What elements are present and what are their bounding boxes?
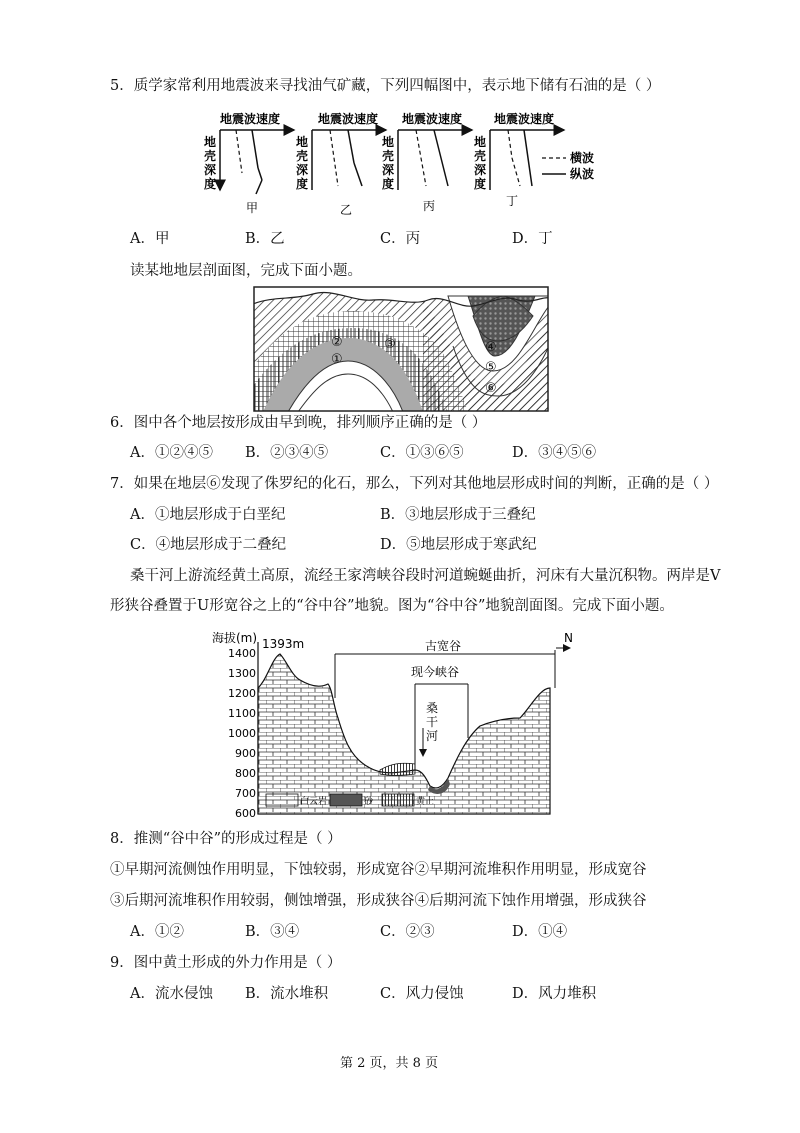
q9-option-d[interactable]: D．风力堆积 <box>512 986 597 1002</box>
q6-option-d[interactable]: D．③④⑤⑥ <box>512 445 597 461</box>
svg-text:壳: 壳 <box>382 149 395 163</box>
svg-text:地: 地 <box>382 135 395 149</box>
intro-strata: 读某地地层剖面图，完成下面小题。 <box>130 263 362 279</box>
panel-names <box>246 194 518 217</box>
svg-text:深: 深 <box>474 163 487 177</box>
q6-stem: 6．图中各个地层按形成由早到晚，排列顺序正确的是（ ） <box>110 415 487 431</box>
svg-text:1400: 1400 <box>228 647 256 660</box>
svg-text:900: 900 <box>235 747 256 760</box>
q8-option-d[interactable]: D．①④ <box>512 924 568 940</box>
svg-text:深: 深 <box>296 163 309 177</box>
q9-option-a[interactable]: A．流水侵蚀 <box>130 986 213 1002</box>
q7-option-a[interactable]: A．①地层形成于白垩纪 <box>130 507 286 523</box>
svg-text:丙: 丙 <box>423 199 436 213</box>
svg-text:桑: 桑 <box>426 701 439 715</box>
q8-option-a[interactable]: A．①② <box>130 924 184 940</box>
svg-text:地震波速度: 地震波速度 <box>402 112 463 126</box>
q9-stem: 9．图中黄土形成的外力作用是（ ） <box>110 955 342 971</box>
svg-text:⑥: ⑥ <box>485 381 497 396</box>
q5-option-b[interactable]: B．乙 <box>245 231 285 247</box>
q6-option-a[interactable]: A．①②④⑤ <box>130 445 213 461</box>
panel-jia <box>220 111 294 194</box>
svg-text:1000: 1000 <box>228 727 256 740</box>
svg-text:河: 河 <box>426 729 439 743</box>
svg-text:1100: 1100 <box>228 707 256 720</box>
svg-text:横波: 横波 <box>570 151 595 165</box>
svg-text:壳: 壳 <box>296 149 309 163</box>
q5-option-d[interactable]: D．丁 <box>512 231 553 247</box>
q8-statement-line2: ③后期河流堆积作用较弱，侧蚀增强，形成狭谷④后期河流下蚀作用增强，形成狭谷 <box>110 893 647 909</box>
q8-statement-line1: ①早期河流侧蚀作用明显，下蚀较弱，形成宽谷②早期河流堆积作用明显，形成宽谷 <box>110 862 647 878</box>
svg-text:②: ② <box>331 335 343 350</box>
q9-option-b[interactable]: B．流水堆积 <box>245 986 329 1002</box>
svg-text:壳: 壳 <box>204 149 217 163</box>
svg-text:度: 度 <box>382 177 395 191</box>
profile-legend <box>266 794 434 807</box>
svg-text:①: ① <box>331 352 343 367</box>
wave-legend <box>542 150 594 181</box>
axis-x-label: 地震波速度 <box>220 112 281 126</box>
valley-profile-diagram <box>210 628 573 820</box>
q7-stem: 7．如果在地层⑥发现了侏罗纪的化石，那么，下列对其他地层形成时间的判断，正确的是（ ） <box>110 476 719 492</box>
q5-option-c[interactable]: C．丙 <box>380 231 421 247</box>
gorge-label: 现今峡谷 <box>411 665 460 679</box>
svg-text:800: 800 <box>235 767 256 780</box>
svg-text:地: 地 <box>296 135 309 149</box>
svg-text:700: 700 <box>235 787 256 800</box>
svg-text:地震波速度: 地震波速度 <box>318 112 379 126</box>
q9-option-c[interactable]: C．风力侵蚀 <box>380 986 464 1002</box>
svg-text:壳: 壳 <box>474 149 487 163</box>
svg-text:1300: 1300 <box>228 667 256 680</box>
svg-text:地震波速度: 地震波速度 <box>494 112 555 126</box>
svg-text:度: 度 <box>204 177 217 191</box>
svg-text:度: 度 <box>474 177 487 191</box>
svg-text:干: 干 <box>426 715 439 729</box>
q7-option-b[interactable]: B．③地层形成于三叠纪 <box>380 507 536 523</box>
q5-option-a[interactable]: A．甲 <box>130 231 170 247</box>
svg-text:1200: 1200 <box>228 687 256 700</box>
panel-yi <box>312 111 386 190</box>
axis-y-labels <box>204 134 486 191</box>
svg-text:丁: 丁 <box>506 194 519 208</box>
peak-label: 1393m <box>262 637 305 651</box>
panel-bing <box>398 111 472 190</box>
svg-text:③: ③ <box>384 337 396 352</box>
seismic-wave-diagram <box>190 108 610 218</box>
page-footer: 第 2 页，共 8 页 <box>340 1056 439 1071</box>
q5-stem: 5．质学家常利用地震波来寻找油气矿藏，下列四幅图中，表示地下储有石油的是（ ） <box>110 78 661 94</box>
q8-option-b[interactable]: B．③④ <box>245 924 300 940</box>
intro-sanggan-line2: 形狭谷叠置于U形宽谷之上的“谷中谷”地貌。图为“谷中谷”地貌剖面图。完成下面小题。 <box>110 598 674 614</box>
svg-text:砂: 砂 <box>364 797 374 807</box>
svg-text:纵波: 纵波 <box>570 167 595 181</box>
north-label: N <box>564 631 573 645</box>
q7-option-c[interactable]: C．④地层形成于二叠纪 <box>130 537 287 553</box>
svg-text:地: 地 <box>474 135 487 149</box>
wide-valley-label: 古宽谷 <box>425 639 462 653</box>
svg-text:600: 600 <box>235 807 256 820</box>
intro-sanggan-line1: 桑干河上游流经黄土高原，流经王家湾峡谷段时河道蜿蜒曲折，河床有大量沉积物。两岸是V <box>130 568 721 584</box>
svg-text:深: 深 <box>382 163 395 177</box>
svg-text:⑤: ⑤ <box>485 360 497 375</box>
q8-option-c[interactable]: C．②③ <box>380 924 435 940</box>
svg-text:度: 度 <box>296 177 309 191</box>
q6-option-c[interactable]: C．①③⑥⑤ <box>380 445 464 461</box>
svg-text:黄土: 黄土 <box>416 797 435 807</box>
q7-option-d[interactable]: D．⑤地层形成于寒武纪 <box>380 537 537 553</box>
svg-text:甲: 甲 <box>246 201 259 215</box>
svg-text:白云岩: 白云岩 <box>300 797 328 807</box>
svg-text:④: ④ <box>485 340 497 355</box>
svg-text:深: 深 <box>204 163 217 177</box>
svg-text:地: 地 <box>204 135 217 149</box>
panel-ding <box>490 111 564 190</box>
y-ticks <box>228 647 256 820</box>
river-label <box>426 701 438 743</box>
y-axis-label: 海拔(m) <box>212 631 258 645</box>
strata-cross-section <box>253 286 549 412</box>
q6-option-b[interactable]: B．②③④⑤ <box>245 445 329 461</box>
q8-stem: 8．推测“谷中谷”的形成过程是（ ） <box>110 831 342 847</box>
svg-text:乙: 乙 <box>340 203 353 217</box>
